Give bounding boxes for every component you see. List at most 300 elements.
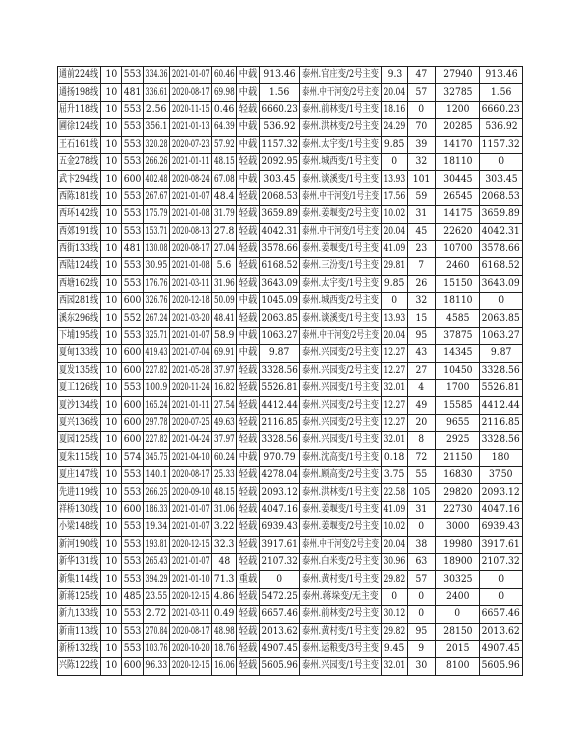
numeric-cell-text: 3917.61 [481, 538, 521, 550]
numeric-cell-text: 10 [105, 312, 117, 324]
numeric-cell [408, 258, 436, 275]
table-row [58, 380, 523, 397]
date-cell [170, 623, 212, 640]
date-cell-text: 2021-01-13 [171, 121, 210, 133]
date-cell [170, 327, 212, 344]
numeric-cell [260, 293, 300, 310]
numeric-cell [101, 466, 122, 483]
date-cell-text: 2020-07-23 [171, 138, 210, 150]
substation-transformer-cell [300, 84, 382, 101]
numeric-cell [436, 414, 480, 431]
numeric-cell [382, 640, 408, 657]
numeric-cell-text: 913.46 [484, 69, 518, 81]
numeric-cell [101, 501, 122, 518]
numeric-cell [436, 536, 480, 553]
numeric-cell-text: 22620 [442, 225, 473, 237]
date-cell [170, 519, 212, 536]
numeric-cell-text: 72 [415, 451, 428, 463]
numeric-cell [408, 380, 436, 397]
numeric-cell [122, 432, 144, 449]
line-name-cell-text: 夏工126线 [59, 382, 99, 394]
numeric-cell [144, 397, 170, 414]
substation-transformer-cell-text: 泰州.兴园变/2号主变 [302, 364, 379, 376]
numeric-cell [408, 84, 436, 101]
substation-transformer-cell-text: 泰州.姜堰变/2号主变 [302, 521, 379, 533]
numeric-cell [122, 171, 144, 188]
load-status-cell-text: 中载 [238, 69, 258, 81]
date-cell-text: 2020-09-10 [171, 486, 210, 498]
line-name-cell [58, 188, 101, 205]
numeric-cell [260, 501, 300, 518]
numeric-cell [408, 658, 436, 675]
numeric-cell-text: 16.06 [213, 660, 235, 672]
line-name-cell-text: 溪东296线 [59, 312, 99, 324]
numeric-cell-text: 553 [123, 608, 142, 620]
numeric-cell-text: 3328.56 [261, 434, 298, 446]
numeric-cell-text: 48.15 [213, 156, 235, 168]
numeric-cell-text: 600 [123, 347, 142, 359]
numeric-cell-text: 48.98 [213, 625, 235, 637]
numeric-cell [382, 153, 408, 170]
numeric-cell [101, 606, 122, 623]
numeric-cell-text: 553 [123, 260, 142, 272]
date-cell-text: 2020-10-20 [171, 643, 210, 655]
numeric-cell-text: 60.46 [213, 69, 235, 81]
numeric-cell-text: 49 [415, 399, 428, 411]
numeric-cell-text: 14170 [442, 138, 473, 150]
line-name-cell-text: 五金278线 [59, 156, 99, 168]
numeric-cell [408, 67, 436, 84]
numeric-cell-text: 600 [123, 503, 142, 515]
numeric-cell [144, 623, 170, 640]
numeric-cell-text: 22.58 [383, 486, 406, 498]
date-cell-text: 2020-12-18 [171, 295, 210, 307]
numeric-cell [480, 240, 523, 257]
numeric-cell-text: 9.45 [384, 643, 405, 655]
numeric-cell-text: 18.16 [383, 103, 406, 115]
substation-transformer-cell-text: 泰州.中干河变/1号主变 [302, 190, 379, 202]
numeric-cell-text: 175.79 [145, 208, 168, 220]
line-name-cell [58, 275, 101, 292]
line-name-cell [58, 449, 101, 466]
numeric-cell-text: 41.09 [383, 243, 406, 255]
numeric-cell-text: 3643.09 [481, 277, 521, 289]
numeric-cell-text: 3000 [445, 521, 470, 533]
numeric-cell [480, 153, 523, 170]
substation-transformer-cell [300, 101, 382, 118]
numeric-cell-text: 297.78 [145, 417, 168, 428]
numeric-cell-text: 2107.32 [481, 556, 521, 568]
load-status-cell-text: 中载 [238, 86, 258, 98]
numeric-cell [382, 553, 408, 570]
numeric-cell-text: 32.01 [383, 434, 406, 446]
load-status-cell [237, 310, 260, 327]
load-status-cell [237, 449, 260, 466]
numeric-cell [122, 240, 144, 257]
numeric-cell [144, 536, 170, 553]
table-row [58, 345, 523, 362]
numeric-cell-text: 227.82 [145, 364, 168, 376]
numeric-cell-text: 2093.12 [261, 486, 298, 498]
line-name-cell [58, 206, 101, 223]
numeric-cell-text: 20 [415, 417, 428, 428]
numeric-cell [480, 432, 523, 449]
numeric-cell [408, 553, 436, 570]
numeric-cell-text: 70 [415, 121, 428, 133]
date-cell-text: 2021-04-10 [171, 451, 210, 463]
numeric-cell-text: 30.96 [383, 556, 406, 568]
numeric-cell-text: 6939.43 [481, 521, 521, 533]
numeric-cell [122, 258, 144, 275]
numeric-cell-text: 4042.31 [481, 225, 521, 237]
numeric-cell-text: 10 [105, 382, 117, 394]
numeric-cell-text: 0 [391, 156, 398, 168]
substation-transformer-cell [300, 397, 382, 414]
load-status-cell [237, 171, 260, 188]
numeric-cell [408, 397, 436, 414]
substation-transformer-cell-text: 泰州.姜堰变/1号主变 [302, 503, 379, 515]
numeric-cell-text: 19980 [442, 538, 473, 550]
numeric-cell [480, 345, 523, 362]
date-cell-text: 2020-12-15 [171, 590, 210, 602]
numeric-cell-text: 1700 [445, 382, 470, 394]
numeric-cell-text: 32 [415, 156, 428, 168]
substation-transformer-cell [300, 432, 382, 449]
date-cell [170, 588, 212, 605]
numeric-cell [408, 640, 436, 657]
numeric-cell [101, 414, 122, 431]
numeric-cell [480, 188, 523, 205]
numeric-cell-text: 10 [105, 347, 117, 359]
numeric-cell [436, 658, 480, 675]
numeric-cell [480, 501, 523, 518]
table-row [58, 640, 523, 657]
numeric-cell-text: 10 [105, 556, 117, 568]
numeric-cell-text: 20.04 [383, 538, 406, 550]
substation-transformer-cell [300, 501, 382, 518]
numeric-cell [436, 449, 480, 466]
numeric-cell-text: 1157.32 [481, 138, 521, 150]
load-status-cell [237, 223, 260, 240]
numeric-cell-text: 30 [415, 660, 428, 672]
line-name-cell [58, 380, 101, 397]
numeric-cell [480, 84, 523, 101]
numeric-cell-text: 55 [415, 469, 428, 481]
table-row [58, 223, 523, 240]
date-cell-text: 2020-12-15 [171, 660, 210, 672]
numeric-cell [122, 188, 144, 205]
line-name-cell [58, 623, 101, 640]
numeric-cell-text: 553 [123, 469, 142, 481]
numeric-cell-text: 15585 [442, 399, 473, 411]
date-cell [170, 640, 212, 657]
numeric-cell-text: 10 [105, 486, 117, 498]
substation-transformer-cell [300, 362, 382, 379]
numeric-cell [480, 519, 523, 536]
line-name-cell [58, 640, 101, 657]
numeric-cell [122, 362, 144, 379]
numeric-cell-text: 37875 [442, 330, 473, 342]
load-status-cell [237, 258, 260, 275]
numeric-cell [122, 275, 144, 292]
substation-transformer-cell-text: 泰州.洪林变/1号主变 [302, 486, 379, 498]
numeric-cell-text: 30445 [442, 173, 473, 185]
numeric-cell-text: 9.85 [384, 138, 405, 150]
numeric-cell-text: 10 [105, 364, 117, 376]
numeric-cell-text: 320.28 [145, 138, 168, 150]
numeric-cell [212, 623, 237, 640]
substation-transformer-cell [300, 449, 382, 466]
numeric-cell-text: 13.93 [383, 312, 406, 324]
table-row [58, 658, 523, 675]
line-name-cell-text: 小梁148线 [59, 521, 99, 533]
numeric-cell [101, 536, 122, 553]
numeric-cell-text: 6939.43 [261, 521, 298, 533]
numeric-cell [382, 67, 408, 84]
numeric-cell-text: 553 [123, 121, 142, 133]
numeric-cell [212, 293, 237, 310]
numeric-cell-text: 12.27 [383, 399, 406, 411]
line-name-cell-text: 通前224线 [59, 69, 99, 81]
numeric-cell-text: 8100 [445, 660, 470, 672]
numeric-cell-text: 600 [123, 295, 142, 307]
numeric-cell [144, 571, 170, 588]
numeric-cell-text: 394.29 [145, 573, 168, 585]
line-name-cell [58, 101, 101, 118]
numeric-cell-text: 27.04 [213, 243, 235, 255]
numeric-cell [260, 101, 300, 118]
numeric-cell [260, 623, 300, 640]
line-name-cell [58, 119, 101, 136]
substation-transformer-cell-text: 泰州.谈溪变/1号主变 [302, 173, 379, 185]
numeric-cell-text: 345.75 [145, 451, 168, 463]
numeric-cell [122, 606, 144, 623]
numeric-cell [480, 449, 523, 466]
date-cell-text: 2021-01-11 [171, 399, 210, 411]
load-status-cell [237, 466, 260, 483]
substation-transformer-cell [300, 67, 382, 84]
line-name-cell-text: 西陈181线 [59, 190, 99, 202]
numeric-cell [436, 84, 480, 101]
numeric-cell-text: 0 [418, 590, 425, 602]
numeric-cell [101, 153, 122, 170]
numeric-cell-text: 1.56 [490, 86, 512, 98]
date-cell [170, 345, 212, 362]
numeric-cell-text: 600 [123, 434, 142, 446]
numeric-cell-text: 25.33 [213, 469, 235, 481]
numeric-cell-text: 3750 [489, 469, 513, 481]
numeric-cell [382, 501, 408, 518]
numeric-cell [122, 327, 144, 344]
numeric-cell [122, 449, 144, 466]
numeric-cell [101, 275, 122, 292]
numeric-cell [436, 553, 480, 570]
numeric-cell-text: 2116.85 [261, 417, 298, 428]
numeric-cell-text: 6660.23 [261, 103, 298, 115]
date-cell [170, 658, 212, 675]
numeric-cell [408, 188, 436, 205]
numeric-cell-text: 176.76 [145, 277, 168, 289]
substation-transformer-cell [300, 188, 382, 205]
numeric-cell-text: 0 [391, 295, 398, 307]
date-cell-text: 2021-07-04 [171, 347, 210, 359]
load-status-cell-text: 中载 [238, 347, 258, 359]
substation-transformer-cell [300, 223, 382, 240]
numeric-cell-text: 18110 [442, 156, 473, 168]
table-row [58, 136, 523, 153]
numeric-cell-text: 227.82 [145, 434, 168, 446]
substation-transformer-cell [300, 658, 382, 675]
numeric-cell-text: 193.81 [145, 538, 168, 550]
numeric-cell [480, 588, 523, 605]
numeric-cell [382, 414, 408, 431]
numeric-cell [212, 188, 237, 205]
date-cell-text: 2021-01-11 [171, 156, 210, 168]
numeric-cell [260, 240, 300, 257]
numeric-cell-text: 3659.89 [261, 208, 298, 220]
numeric-cell-text: 18110 [442, 295, 473, 307]
numeric-cell [382, 171, 408, 188]
numeric-cell-text: 57 [415, 86, 428, 98]
date-cell [170, 153, 212, 170]
numeric-cell-text: 6660.23 [481, 103, 521, 115]
date-cell [170, 571, 212, 588]
numeric-cell-text: 37.97 [213, 364, 235, 376]
load-status-cell-text: 轻载 [238, 434, 258, 446]
numeric-cell [260, 67, 300, 84]
substation-transformer-cell [300, 310, 382, 327]
numeric-cell-text: 600 [123, 399, 142, 411]
numeric-cell-text: 63 [415, 556, 428, 568]
numeric-cell-text: 10 [105, 643, 117, 655]
date-cell-text: 2020-08-24 [171, 173, 210, 185]
numeric-cell-text: 5605.96 [481, 660, 521, 672]
numeric-cell [408, 449, 436, 466]
numeric-cell [212, 449, 237, 466]
numeric-cell [212, 658, 237, 675]
numeric-cell-text: 2460 [445, 260, 470, 272]
numeric-cell [122, 153, 144, 170]
line-name-cell-text: 夏朱115线 [59, 451, 99, 463]
numeric-cell-text: 18900 [442, 556, 473, 568]
line-name-cell-text: 先进119线 [59, 486, 99, 498]
numeric-cell [122, 293, 144, 310]
numeric-cell-text: 45 [415, 225, 428, 237]
numeric-cell-text: 32.01 [383, 382, 406, 394]
date-cell-text: 2021-04-24 [171, 434, 210, 446]
load-status-cell [237, 432, 260, 449]
numeric-cell [382, 623, 408, 640]
load-status-cell-text: 轻载 [238, 538, 258, 550]
substation-transformer-cell [300, 571, 382, 588]
numeric-cell [480, 606, 523, 623]
numeric-cell [436, 67, 480, 84]
numeric-cell [260, 136, 300, 153]
line-name-cell-text: 新华131线 [59, 556, 99, 568]
numeric-cell [144, 136, 170, 153]
numeric-cell [260, 397, 300, 414]
numeric-cell [480, 327, 523, 344]
numeric-cell [436, 380, 480, 397]
load-status-cell-text: 中载 [238, 295, 258, 307]
numeric-cell-text: 913.46 [263, 69, 296, 81]
load-status-cell [237, 536, 260, 553]
numeric-cell [260, 380, 300, 397]
numeric-cell [144, 153, 170, 170]
numeric-cell-text: 9.87 [269, 347, 290, 359]
numeric-cell [408, 101, 436, 118]
numeric-cell-text: 4907.45 [481, 643, 521, 655]
numeric-cell-text: 2093.12 [481, 486, 521, 498]
load-status-cell-text: 轻载 [238, 103, 258, 115]
load-status-cell [237, 345, 260, 362]
numeric-cell [212, 571, 237, 588]
numeric-cell-text: 9 [418, 643, 425, 655]
numeric-cell-text: 38 [415, 538, 428, 550]
table-row [58, 397, 523, 414]
numeric-cell [408, 171, 436, 188]
line-name-cell [58, 553, 101, 570]
numeric-cell [260, 553, 300, 570]
substation-transformer-cell [300, 275, 382, 292]
numeric-cell-text: 419.43 [145, 347, 168, 359]
numeric-cell-text: 0 [498, 590, 504, 602]
numeric-cell-text: 10700 [442, 243, 473, 255]
numeric-cell [436, 327, 480, 344]
numeric-cell-text: 47 [415, 69, 428, 81]
numeric-cell [260, 223, 300, 240]
numeric-cell-text: 3328.56 [481, 434, 521, 446]
load-status-cell-text: 轻载 [238, 608, 258, 620]
date-cell-text: 2021-01-07 [171, 503, 210, 515]
numeric-cell-text: 553 [123, 643, 142, 655]
date-cell-text: 2021-03-11 [171, 277, 210, 289]
numeric-cell [101, 136, 122, 153]
load-status-cell-text: 轻载 [238, 277, 258, 289]
numeric-cell [382, 84, 408, 101]
numeric-cell [212, 397, 237, 414]
numeric-cell-text: 10 [105, 225, 117, 237]
numeric-cell [408, 119, 436, 136]
numeric-cell [408, 327, 436, 344]
load-status-cell-text: 轻载 [238, 243, 258, 255]
numeric-cell-text: 3328.56 [481, 364, 521, 376]
numeric-cell [144, 293, 170, 310]
numeric-cell [260, 345, 300, 362]
substation-transformer-cell-text: 泰州.黄村变/1号主变 [302, 625, 379, 637]
numeric-cell-text: 32.01 [383, 660, 406, 672]
numeric-cell [144, 84, 170, 101]
numeric-cell-text: 48.4 [213, 190, 235, 202]
numeric-cell [260, 484, 300, 501]
load-status-cell [237, 188, 260, 205]
numeric-cell [212, 67, 237, 84]
numeric-cell [408, 501, 436, 518]
date-cell [170, 449, 212, 466]
numeric-cell [436, 119, 480, 136]
numeric-cell [144, 553, 170, 570]
numeric-cell [144, 588, 170, 605]
numeric-cell-text: 9655 [445, 417, 470, 428]
date-cell-text: 2021-01-07 [171, 69, 210, 81]
numeric-cell [101, 240, 122, 257]
numeric-cell-text: 303.45 [263, 173, 296, 185]
date-cell [170, 206, 212, 223]
numeric-cell [260, 519, 300, 536]
substation-transformer-cell-text: 泰州.兴园变/1号主变 [302, 382, 379, 394]
numeric-cell [408, 240, 436, 257]
numeric-cell-text: 57 [415, 573, 428, 585]
